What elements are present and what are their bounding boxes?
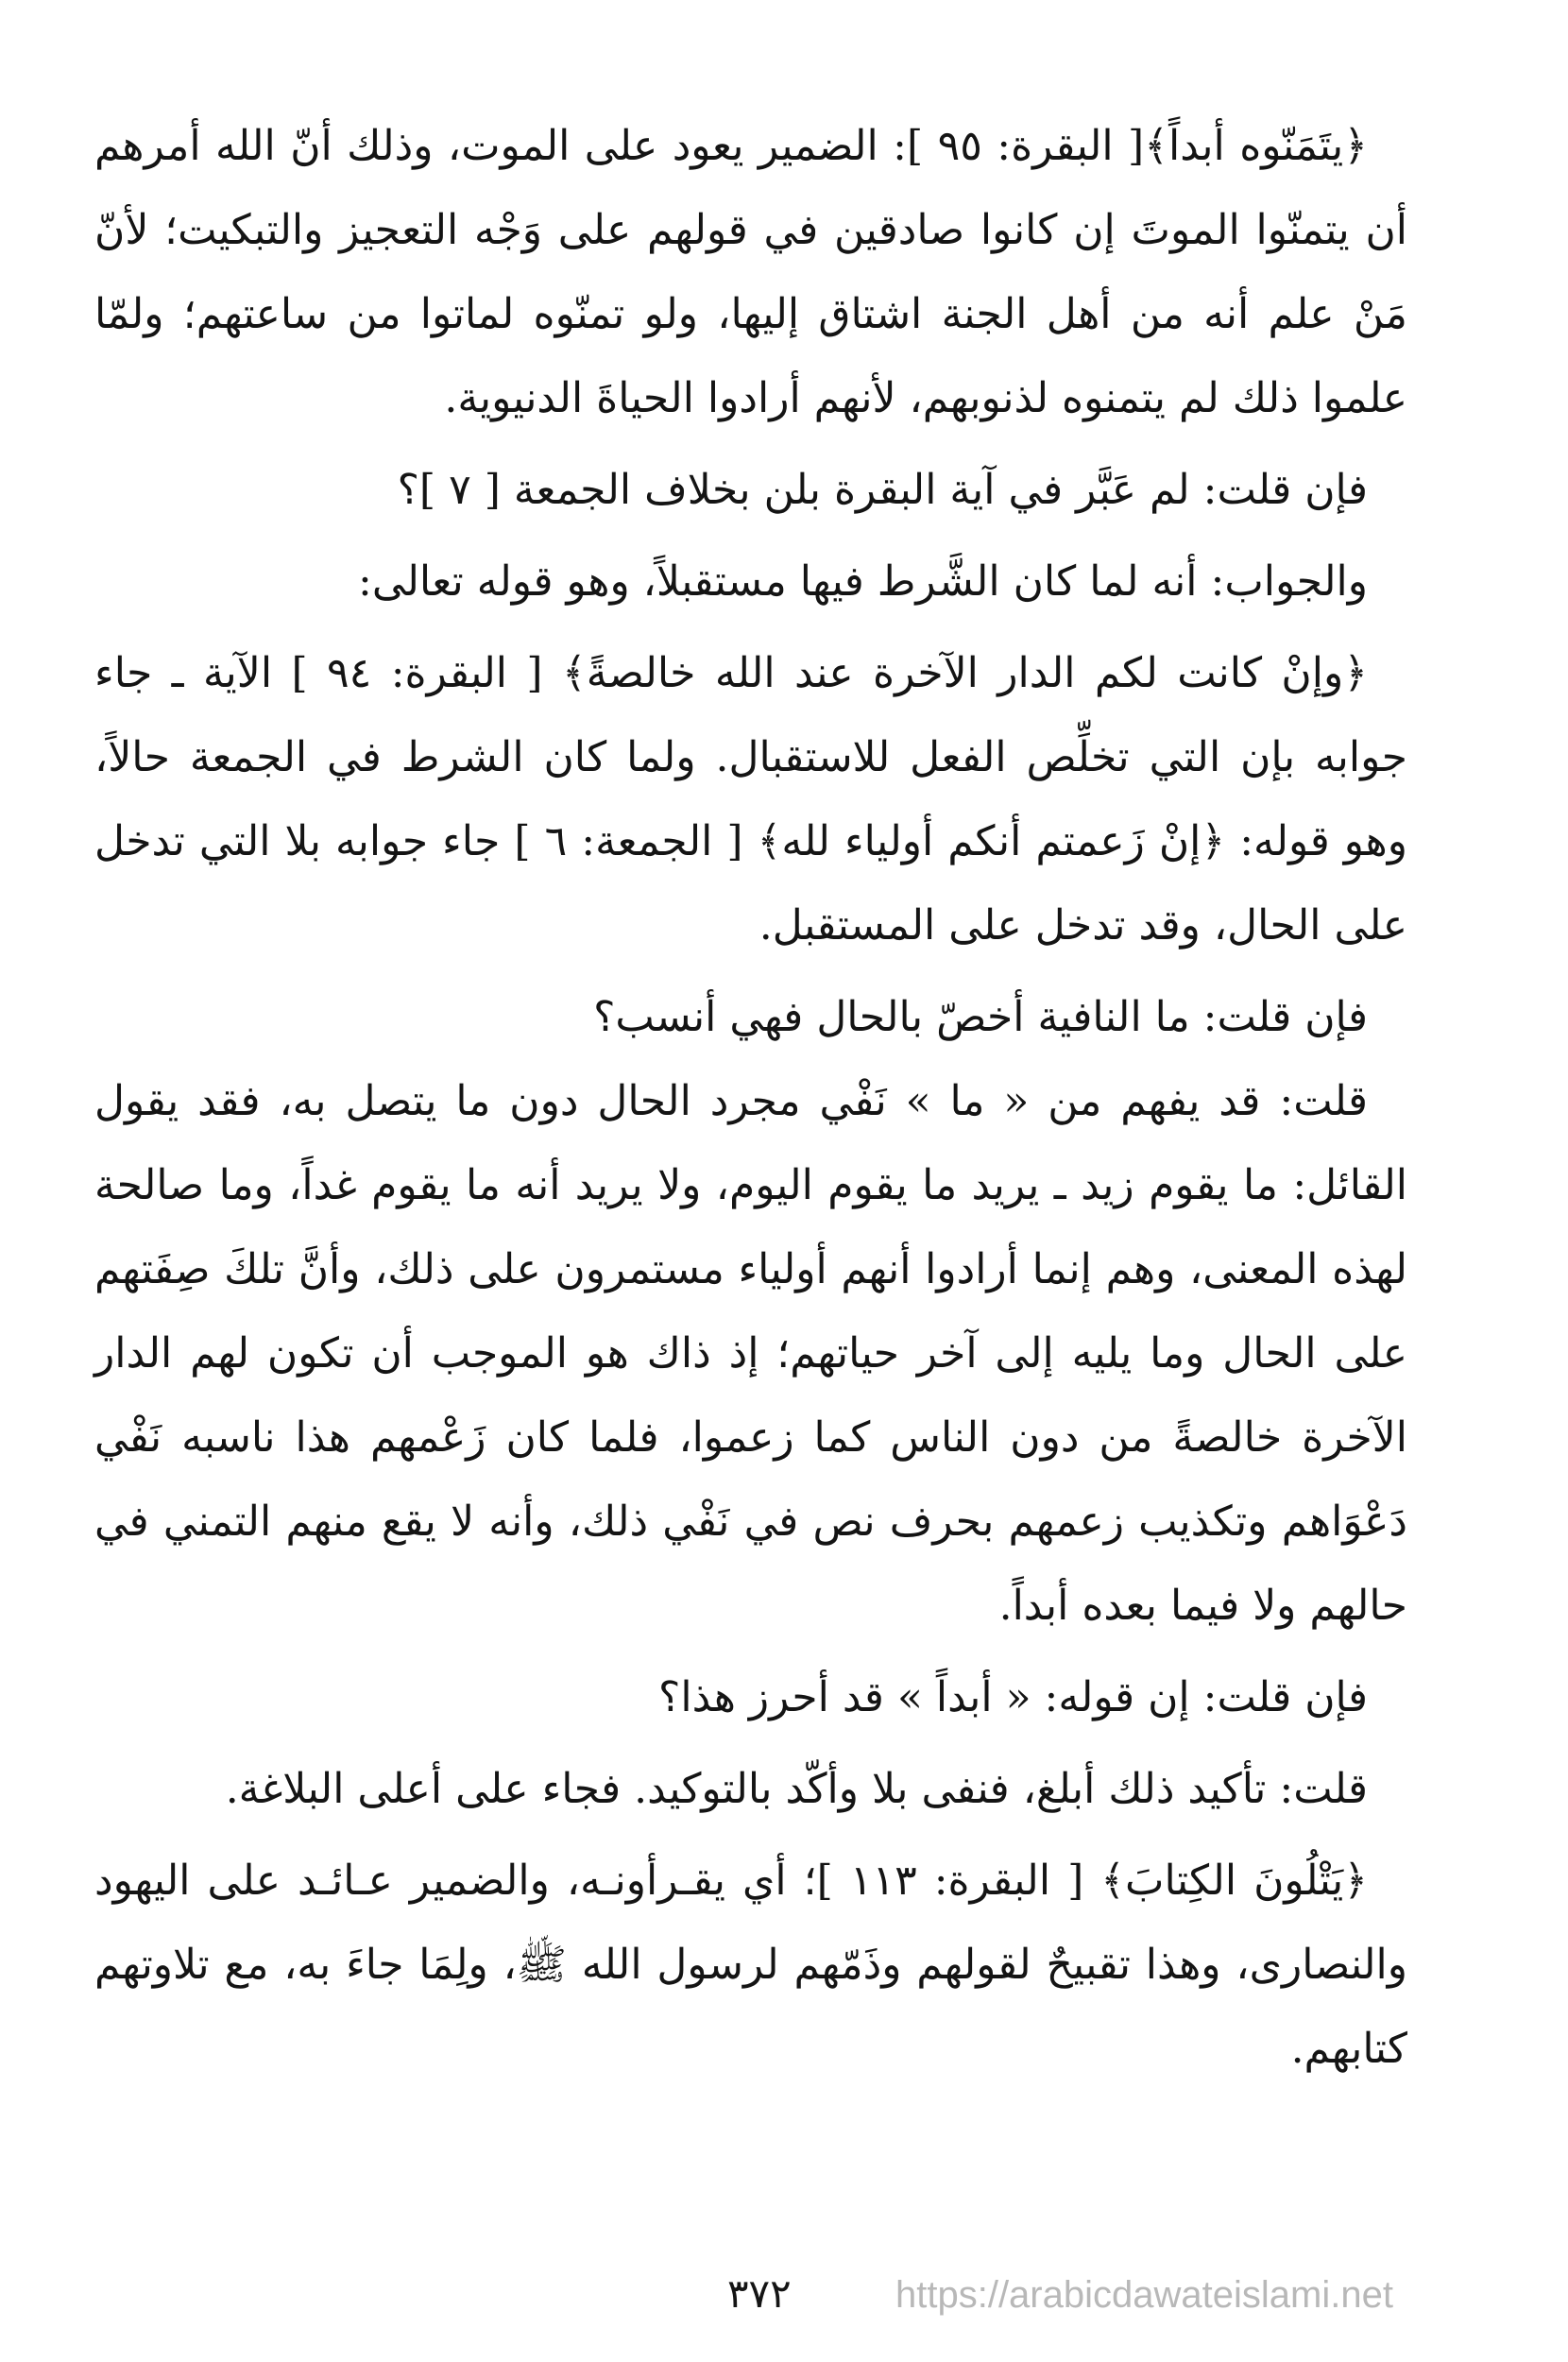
paragraph-question-abadan: فإن قلت: إن قوله: « أبداً » قد أحرز هذا؟: [658, 1673, 1368, 1721]
paragraph-answer-shart: والجواب: أنه لما كان الشَّرط فيها مستقبلاً، وهو قوله تعالى:: [358, 557, 1368, 606]
page-footer: [0, 2266, 1568, 2322]
paragraph-question-ma: فإن قلت: ما النافية أخصّ بالحال فهي أنسب؟: [593, 993, 1368, 1041]
paragraph-question-lan: فإن قلت: لم عَبَّر في آية البقرة بلن بخلاف الجمعة [ ٧ ]؟: [397, 466, 1368, 514]
watermark-url: https://arabicdawateislami.net: [895, 2274, 1393, 2316]
paragraph-in-kanat: ﴿وإنْ كانت لكم الدار الآخرة عند الله خالصةً﴾ [ البقرة: ٩٤ ] الآية ـ جاء جوابه بإن التي تخلِّص الفعل للاستقبال. ولما كان الشرط في الجمعة حالاً، وهو قوله: ﴿إنْ زَعمتم أنكم أولياء لله﴾ [ الجمعة: ٦ ] جاء جوابه بلا التي تدخل على الحال، وقد تدخل على المستقبل.: [94, 649, 1407, 950]
paragraph-yatlun: ﴿يَتْلُونَ الكِتابَ﴾ [ البقرة: ١١٣ ]؛ أي يقـرأونـه، والضمير عـائـد على اليهود والنصارى، وهذا تقبيحٌ لقولهم وذَمّهم لرسول الله ﷺ، ولِمَا جاءَ به، مع تلاوتهم كتابهم.: [94, 1857, 1407, 2073]
page-body: [94, 104, 1407, 2220]
paragraph-tamannawhu: ﴿يتَمَنّوه أبداً﴾[ البقرة: ٩٥ ]: الضمير يعود على الموت، وذلك أنّ الله أمرهم أن يتمنّوا الموتَ إن كانوا صادقين في قولهم على وَجْه التعجيز والتبكيت؛ لأنّ مَنْ علم أنه من أهل الجنة اشتاق إليها، ولو تمنّوه لماتوا من ساعتهم؛ ولمّا علموا ذلك لم يتمنوه لذنوبهم، لأنهم أرادوا الحياةَ الدنيوية.: [94, 122, 1407, 422]
page-number: ٣٧٢: [727, 2270, 792, 2317]
paragraph-answer-takid: قلت: تأكيد ذلك أبلغ، فنفى بلا وأكّد بالتوكيد. فجاء على أعلى البلاغة.: [225, 1765, 1368, 1813]
paragraph-answer-ma: قلت: قد يفهم من « ما » نَفْي مجرد الحال دون ما يتصل به، فقد يقول القائل: ما يقوم زيد ـ يريد ما يقوم اليوم، ولا يريد أنه ما يقوم غداً، وما صالحة لهذه المعنى، وهم إنما أرادوا أنهم أولياء مستمرون على ذلك، وأنَّ تلكَ صِفَتهم على الحال وما يليه إلى آخر حياتهم؛ إذ ذاك هو الموجب أن تكون لهم الدار الآخرة خالصةً من دون الناس كما زعموا، فلما كان زَعْمهم هذا ناسبه نَفْي دَعْوَاهم وتكذيب زعمهم بحرف نص في نَفْي ذلك، وأنه لا يقع منهم التمني في حالهم ولا فيما بعده أبداً.: [94, 1077, 1407, 1630]
